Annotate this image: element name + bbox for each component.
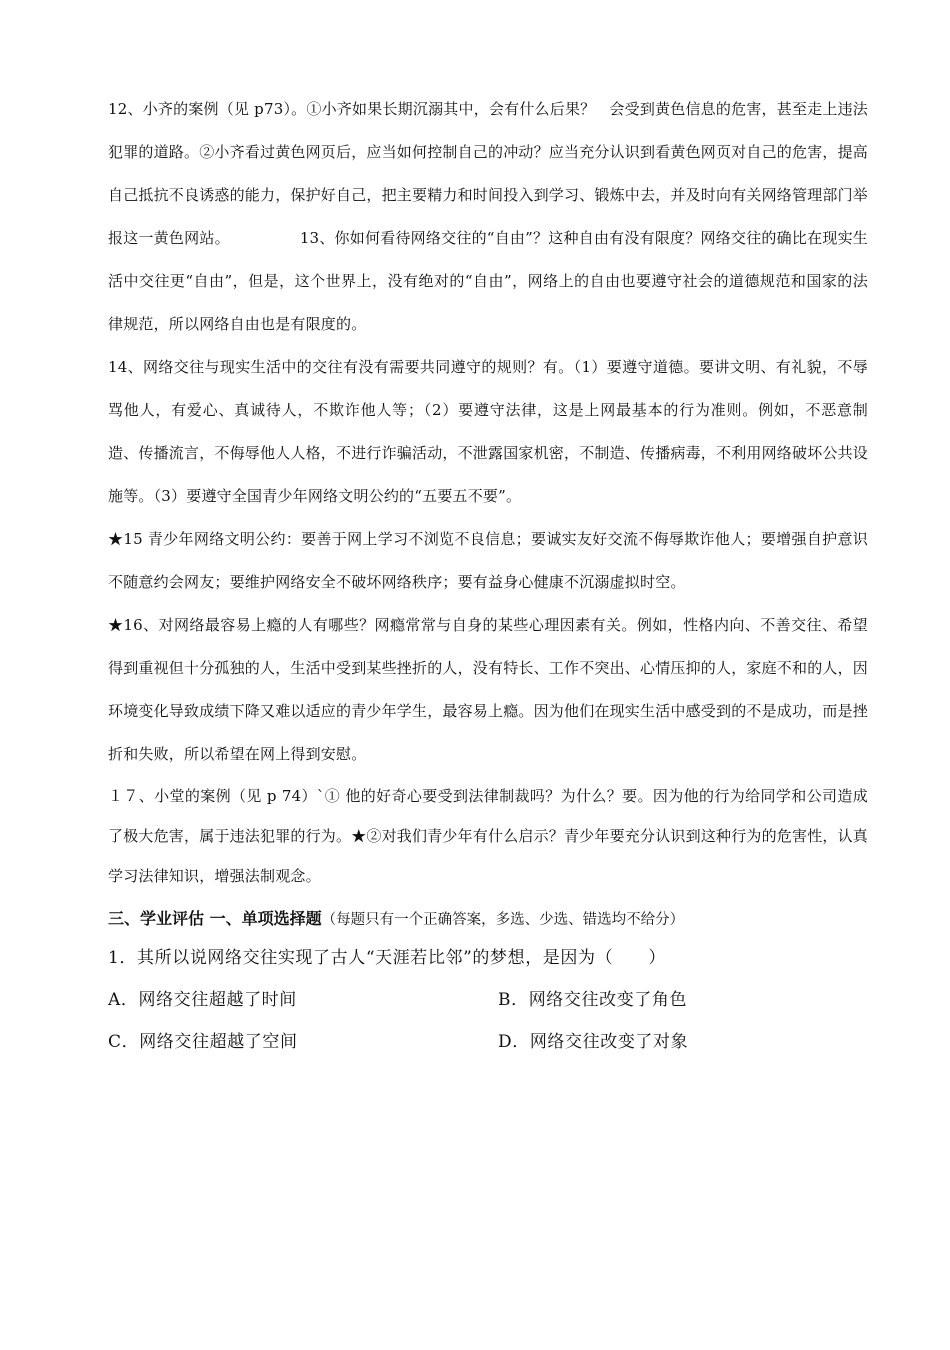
paragraph-12-answer: 会受到黄色信息的危害，甚至走上违法犯罪的道路。②小齐看过黄色网页后，应当如何控制自己的冲动？应当充分认识到看黄色网页对自己的危害，提高自己抵抗不良诱惑的能力，保护好自己，把主要精力和时间投入到学习、锻炼中去，并及时向有关网络管理部门举报这一黄色网站。 <box>108 100 869 247</box>
paragraph-13: 13、你如何看待网络交往的“自由”？这种自由有没有限度？网络交往的确比在现实生活中交往更“自由”，但是，这个世界上，没有绝对的“自由”，网络上的自由也要遵守社会的道德规范和国家的法律规范，所以网络自由也是有限度的。 <box>108 229 868 333</box>
paragraph-15: ★15 青少年网络文明公约：要善于网上学习不浏览不良信息；要诚实友好交流不侮辱欺诈他人；要增强自护意识不随意约会网友；要维护网络安全不破坏网络秩序；要有益身心健康不沉溺虚拟时空。 <box>108 530 868 591</box>
option-d: D．网络交往改变了对象 <box>498 1032 689 1052</box>
assessment-note: （每题只有一个正确答案，多选、少选、错选均不给分） <box>321 912 685 928</box>
paragraph-16: ★16、对网络最容易上瘾的人有哪些？网瘾常常与自身的某些心理因素有关。例如，性格内向、不善交往、希望得到重视但十分孤独的人，生活中受到某些挫折的人，没有特长、工作不突出、心情压抑的人，家庭不和的人，因环境变化导致成绩下降又难以适应的青少年学生，最容易上瘾。因为他们在现实生活中感受到的不是成功，而是挫折和失败，所以希望在网上得到安慰。 <box>108 616 869 763</box>
paragraph-12-question: 12、小齐的案例（见 p73）。①小齐如果长期沉溺其中，会有什么后果？ <box>108 100 596 118</box>
assessment-heading <box>108 902 868 937</box>
answer-options <box>108 979 868 1063</box>
option-a: A．网络交往超越了时间 <box>108 990 297 1010</box>
assessment-title: 三、学业评估 一、单项选择题 <box>108 909 322 928</box>
question-1: 1．其所以说网络交往实现了古人“天涯若比邻”的梦想，是因为（ ） <box>108 948 666 968</box>
paragraph-12-13 <box>108 88 868 346</box>
option-c: C．网络交往超越了空间 <box>108 1032 298 1052</box>
paragraph-17: １７、小堂的案例（见 p 74）`① 他的好奇心要受到法律制裁吗？为什么？要。因为他的行为给同学和公司造成了极大危害，属于违法犯罪的行为。★②对我们青少年有什么启示？青少年要充分认识到这种行为的危害性，认真学习法律知识，增强法制观念。 <box>108 787 869 885</box>
option-b: B．网络交往改变了角色 <box>498 990 688 1010</box>
document-page <box>108 88 868 1063</box>
paragraph-14: 14、网络交往与现实生活中的交往有没有需要共同遵守的规则？有。（1）要遵守道德。要讲文明、有礼貌，不辱骂他人，有爱心、真诚待人，不欺诈他人等；（2）要遵守法律，这是上网最基本的行为准则。例如，不恶意制造、传播流言，不侮辱他人人格，不进行诈骗活动，不泄露国家机密，不制造、传播病毒，不利用网络破坏公共设施等。（3）要遵守全国青少年网络文明公约的“五要五不要”。 <box>108 358 869 505</box>
